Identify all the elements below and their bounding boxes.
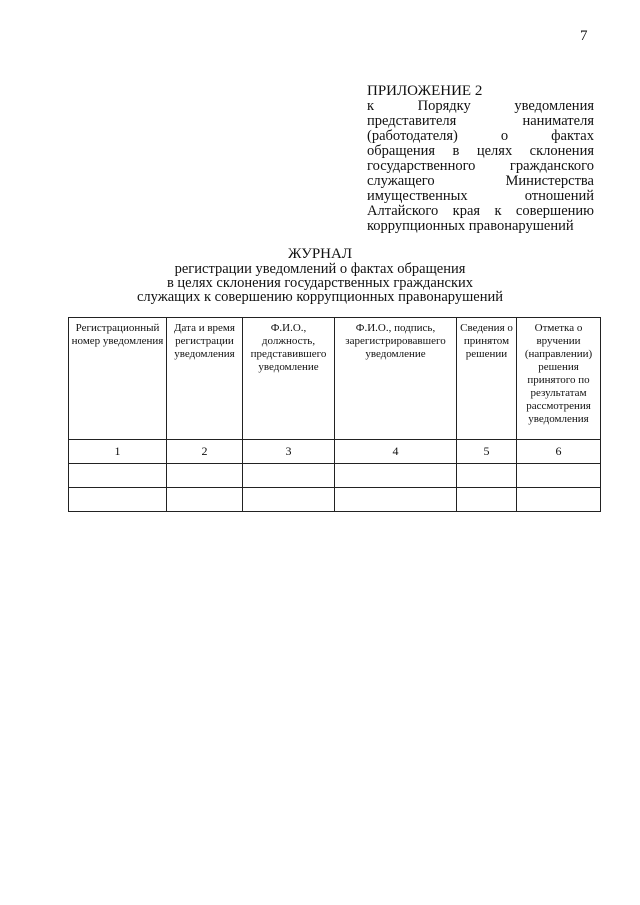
appendix-block: [367, 83, 594, 234]
column-number: 6: [517, 440, 601, 464]
table-cell: [167, 488, 243, 512]
table-cell: [335, 488, 457, 512]
appendix-line: к Порядку уведомления: [367, 98, 594, 114]
appendix-line: Алтайского края к совершению: [367, 203, 594, 219]
column-header-decision: Сведения о принятом решении: [457, 318, 517, 440]
appendix-line: обращения в целях склонения: [367, 143, 594, 159]
column-number: 3: [243, 440, 335, 464]
journal-subtitle-line: регистрации уведомлений о фактах обращения: [174, 261, 466, 277]
appendix-line: (работодателя) о фактах: [367, 128, 594, 144]
journal-table: [68, 317, 601, 512]
column-number-row: [69, 440, 601, 464]
table-cell: [335, 464, 457, 488]
table-cell: [517, 488, 601, 512]
page-number: 7: [580, 28, 588, 44]
appendix-line: коррупционных правонарушений: [367, 218, 574, 234]
appendix-body: [367, 99, 594, 234]
journal-subtitle-line: служащих к совершению коррупционных правонарушений: [137, 289, 503, 305]
table-cell: [69, 464, 167, 488]
table-header-row: [69, 318, 601, 440]
column-number: 5: [457, 440, 517, 464]
appendix-line: государственного гражданского: [367, 158, 594, 174]
appendix-title: ПРИЛОЖЕНИЕ 2: [367, 83, 483, 99]
table-cell: [243, 488, 335, 512]
column-number: 4: [335, 440, 457, 464]
table-cell: [517, 464, 601, 488]
table-cell: [69, 488, 167, 512]
table-cell: [243, 464, 335, 488]
journal-title: ЖУРНАЛ: [287, 246, 353, 262]
column-header-submitter: Ф.И.О., должность, представившего уведомление: [243, 318, 335, 440]
journal-subtitle-line: в целях склонения государственных гражданских: [166, 275, 474, 291]
appendix-line: представителя нанимателя: [367, 113, 594, 129]
table-row: [69, 488, 601, 512]
column-header-date-time: Дата и время регистрации уведомления: [167, 318, 243, 440]
column-header-delivery-mark: Отметка о вручении (направлении) решения принятого по результатам рассмотрения уведомления: [517, 318, 601, 440]
table-row: [69, 464, 601, 488]
table-cell: [167, 464, 243, 488]
table-cell: [457, 464, 517, 488]
appendix-line: служащего Министерства: [367, 173, 594, 189]
column-header-registrar: Ф.И.О., подпись, зарегистрировавшего уведомление: [335, 318, 457, 440]
journal-subtitle: [0, 262, 640, 304]
column-number: 2: [167, 440, 243, 464]
column-number: 1: [69, 440, 167, 464]
appendix-line: имущественных отношений: [367, 188, 594, 204]
table-cell: [457, 488, 517, 512]
column-header-reg-number: Регистрационный номер уведомления: [69, 318, 167, 440]
